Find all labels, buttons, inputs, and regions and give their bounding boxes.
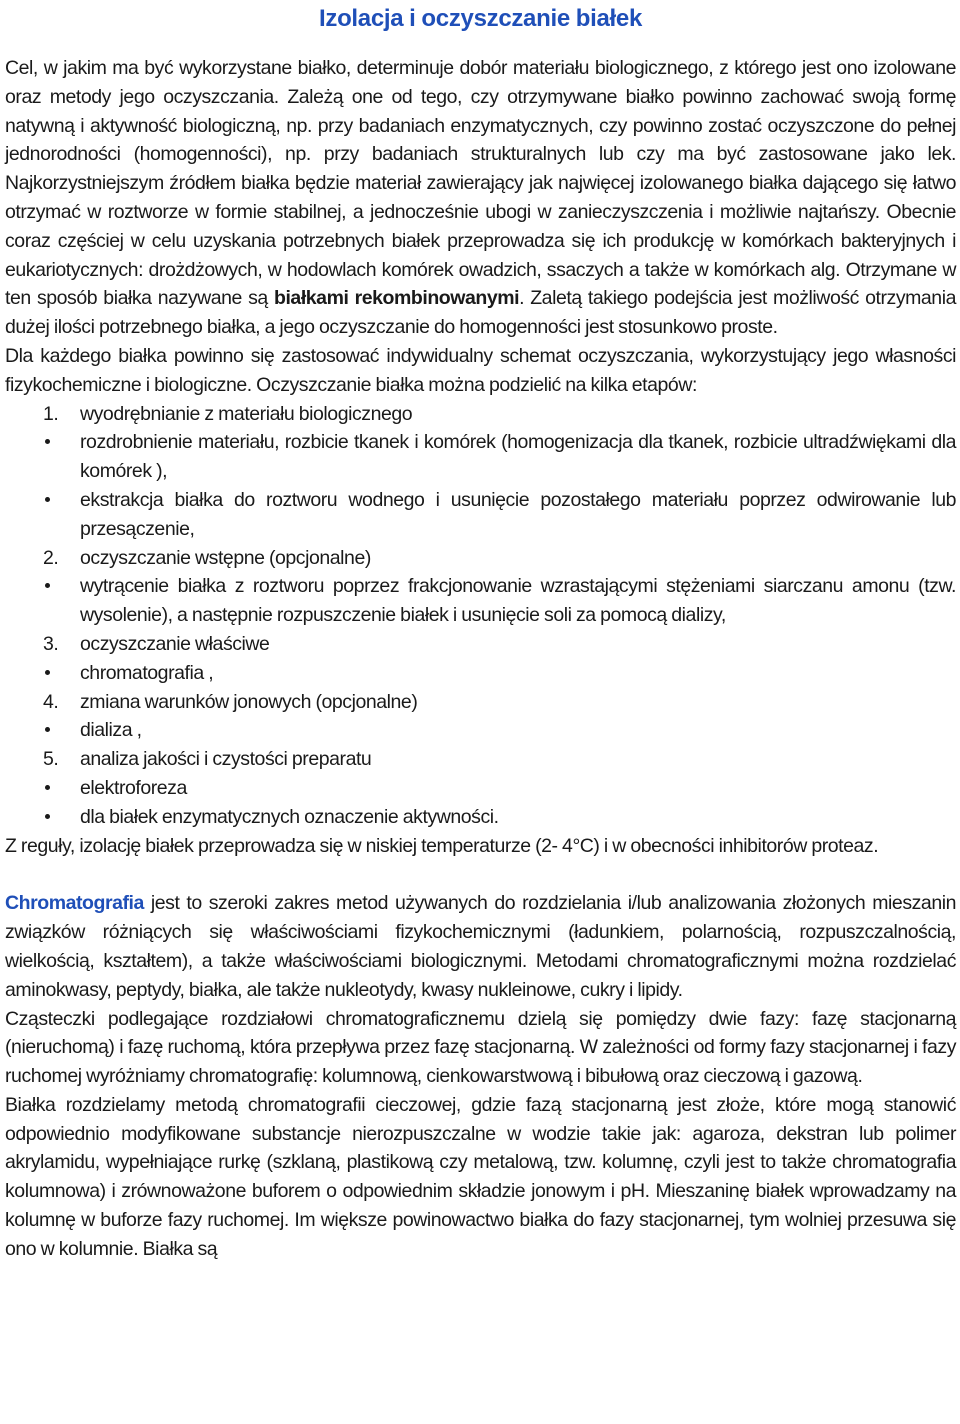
step-text: zmiana warunków jonowych (opcjonalne) — [80, 690, 418, 713]
document-title: Izolacja i oczyszczanie białek — [319, 5, 642, 32]
bullet-dot-icon — [45, 439, 50, 444]
sub-step-item — [5, 659, 956, 688]
bullet-dot-icon — [45, 727, 50, 732]
step-text: analiza jakości i czystości preparatu — [80, 748, 372, 771]
bullet-dot-icon — [45, 785, 50, 790]
sub-step-item — [5, 803, 956, 832]
sub-step-item — [5, 716, 956, 745]
step-text: rozdrobnienie materiału, rozbicie tkanek i komórek (homogenizacja dla tkanek, rozbicie ultradźwiękami dla komórek ), — [80, 431, 956, 483]
step-item — [5, 400, 956, 429]
term-recombinant-proteins: białkami rekombinowanymi — [274, 287, 520, 310]
sub-step-item — [5, 428, 956, 486]
step-text: ekstrakcja białka do roztworu wodnego i usunięcie pozostałego materiału poprzez odwirowanie lub przesączenie, — [80, 488, 956, 540]
step-number: 1. — [43, 402, 59, 425]
purification-steps-list — [5, 400, 956, 832]
bullet-dot-icon — [45, 670, 50, 675]
intro-paragraph-2: Dla każdego białka powinno się zastosować indywidualny schemat oczyszczania, wykorzystujący jego własności fizykochemiczne i biologiczne. Oczyszczanie białka można podzielić na kilka etapów: — [5, 344, 956, 396]
bullet-dot-icon — [45, 583, 50, 588]
step-number: 5. — [43, 748, 59, 771]
step-text: chromatografia , — [80, 661, 214, 684]
step-text: wyodrębnianie z materiału biologicznego — [80, 402, 413, 425]
bullet-dot-icon — [45, 497, 50, 502]
step-number: 3. — [43, 632, 59, 655]
step-text: wytrącenie białka z roztworu poprzez frakcjonowanie wzrastającymi stężeniami siarczanu amonu (tzw. wysolenie), a następnie rozpuszczenie białek i usunięcie soli za pomocą dializy, — [80, 575, 956, 627]
bullet-dot-icon — [45, 814, 50, 819]
chromatography-paragraph-1: Chromatografia jest to szeroki zakres metod używanych do rozdzielania i/lub analizowania złożonych mieszanin związków różniących się właściwościami fizykochemicznymi (ładunkiem, polarnością, rozpuszczalnością, wielkością, kształtem), a także właściwościami biologicznymi. Metodami chromatograficznymi można rozdzielać aminokwasy, peptydy, białka, ale także nukleotydy, kwasy nukleinowe, cukry i lipidy. — [5, 892, 956, 1001]
step-text: dializa , — [80, 719, 142, 742]
temperature-note: Z reguły, izolację białek przeprowadza się w niskiej temperaturze (2- 4°C) i w obecności inhibitorów proteaz. — [5, 834, 879, 857]
step-text: elektroforeza — [80, 776, 187, 799]
step-item — [5, 630, 956, 659]
step-text: dla białek enzymatycznych oznaczenie aktywności. — [80, 805, 499, 828]
step-text: oczyszczanie wstępne (opcjonalne) — [80, 546, 371, 569]
intro-paragraph-1: Cel, w jakim ma być wykorzystane białko, determinuje dobór materiału biologicznego, z którego jest ono izolowane oraz metody jego oczyszczania. Zależą one od tego, czy otrzymywane białko powinno zachować swoją formę natywną i aktywność biologiczną, np. przy badaniach enzymatycznych, czy powinno zostać oczyszczone do pełnej jednorodności (homogenności), np. przy badaniach strukturalnych lub czy ma być zastosowane jako lek. Najkorzystniejszym źródłem białka będzie materiał zawierający jak najwięcej izolowanego białka dającego się łatwo otrzymać w roztworze w formie stabilnej, a jednocześnie ubogi w zanieczyszczenia i możliwie najtańszy. Obecnie coraz częściej w celu uzyskania potrzebnych białek przeprowadza się ich produkcję w komórkach bakteryjnych i eukariotycznych: drożdżowych, w hodowlach komórek owadzich, ssaczych a także w komórkach alg. Otrzymane w ten sposób białka nazywane są białkami rekombinowanymi. Zaletą takiego podejścia jest możliwość otrzymania dużej ilości potrzebnego białka, a jego oczyszczanie do homogenności jest stosunkowo proste. — [5, 57, 956, 339]
step-text: oczyszczanie właściwe — [80, 632, 270, 655]
sub-step-item — [5, 486, 956, 544]
step-number: 2. — [43, 546, 59, 569]
step-number: 4. — [43, 690, 59, 713]
sub-step-item — [5, 774, 956, 803]
document-page — [5, 0, 956, 1264]
chromatography-paragraph-3: Białka rozdzielamy metodą chromatografii cieczowej, gdzie fazą stacjonarną jest złoże, które mogą stanowić odpowiednio modyfikowane substancje nierozpuszczalne w wodzie takie jak: agaroza, dekstran lub polimer akrylamidu, wypełniające rurkę (szklaną, plastikową czy metalową, tzw. kolumnę, czyli jest to także chromatografia kolumnowa) i zrównoważone buforem o odpowiednim składzie jonowym i pH. Mieszaninę białek wprowadzamy na kolumnę w buforze fazy ruchomej. Im większe powinowactwo białka do fazy stacjonarnej, tym wolniej przesuwa się ono w kolumnie. Białka są — [5, 1093, 956, 1260]
step-item — [5, 544, 956, 573]
term-chromatography: Chromatografia — [5, 892, 144, 915]
step-item — [5, 745, 956, 774]
step-item — [5, 688, 956, 717]
chromatography-paragraph-2: Cząsteczki podlegające rozdziałowi chromatograficznemu dzielą się pomiędzy dwie fazy: fazę stacjonarną (nieruchomą) i fazę ruchomą, która przepływa przez fazę stacjonarną. W zależności od formy fazy stacjonarnej i fazy ruchomej wyróżniamy chromatografię: kolumnową, cienkowarstwową i bibułową oraz cieczową i gazową. — [5, 1007, 956, 1088]
sub-step-item — [5, 572, 956, 630]
